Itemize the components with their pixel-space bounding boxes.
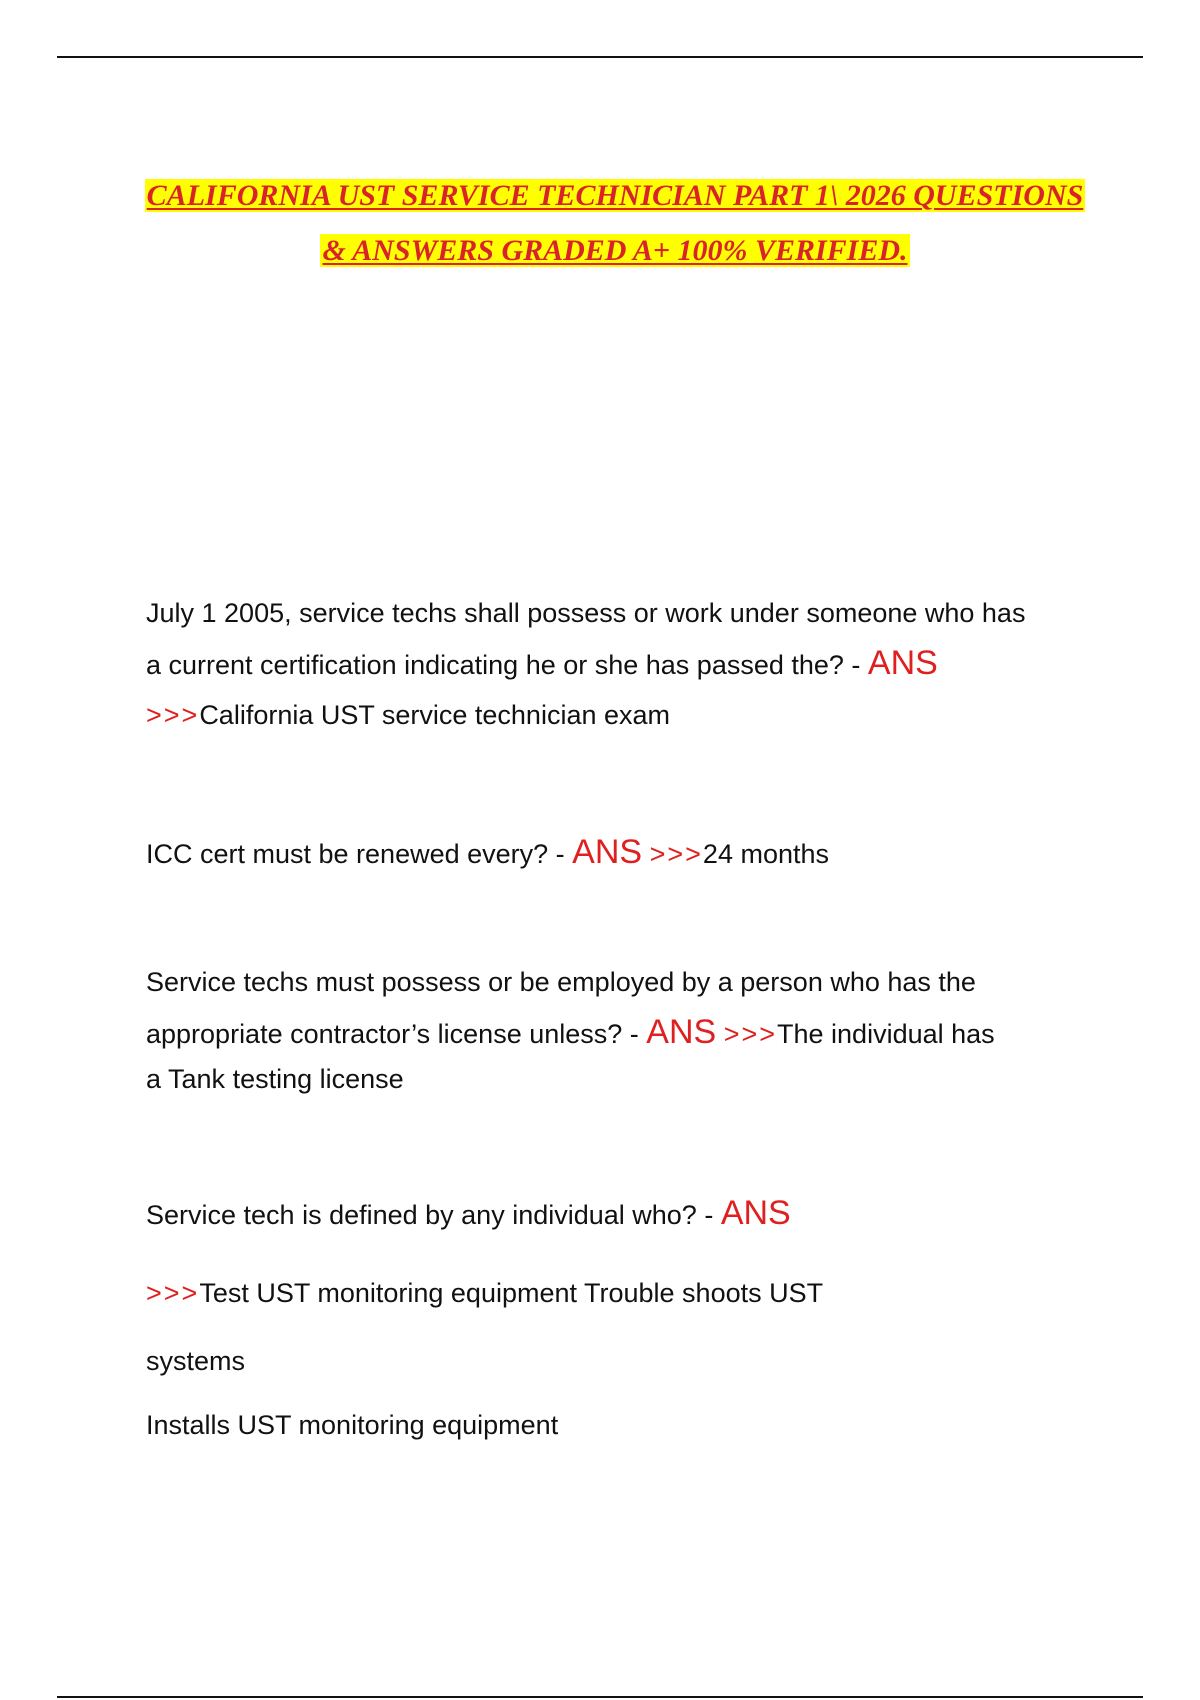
answer-text: 24 months [702,839,829,869]
qa-item-1 [146,588,1106,740]
qa-item-4 [146,1188,1106,1450]
question-text: a current certification indicating he or she has passed the? - [146,650,868,680]
ans-marker: ANS [572,833,643,871]
question-text: appropriate contractor’s license unless? - [146,1019,647,1049]
title-line-1: CALIFORNIA UST SERVICE TECHNICIAN PART 1\ 2026 QUESTIONS [146,179,1084,212]
qa-item-3 [146,957,1106,1099]
answer-text: a Tank testing license [146,1064,404,1094]
answer-text: systems [146,1346,246,1376]
document-title [100,168,1130,278]
answer-text: Installs UST monitoring equipment [146,1410,559,1440]
ans-marker: ANS [720,1194,791,1232]
ans-marker: ANS [646,1013,717,1051]
answer-text: Test UST monitoring equipment Trouble shoots UST [199,1278,824,1308]
question-text: Service techs must possess or be employed by a person who has the [146,967,976,997]
title-line-2: & ANSWERS GRADED A+ 100% VERIFIED. [322,234,908,267]
answer-text: California UST service technician exam [199,700,671,730]
arrow-marker: >>> [649,839,703,869]
question-text: ICC cert must be renewed every? - [146,839,573,869]
ans-marker: ANS [867,644,938,682]
arrow-marker: >>> [723,1019,778,1049]
answer-text: The individual has [777,1019,995,1049]
qa-item-2 [146,827,1106,879]
arrow-marker: >>> [146,700,200,730]
arrow-marker: >>> [146,1278,200,1308]
footer-rule [57,1696,1143,1698]
question-text: July 1 2005, service techs shall possess or work under someone who has [146,598,1026,628]
question-text: Service tech is defined by any individual who? - [146,1200,721,1230]
header-rule [57,56,1143,58]
